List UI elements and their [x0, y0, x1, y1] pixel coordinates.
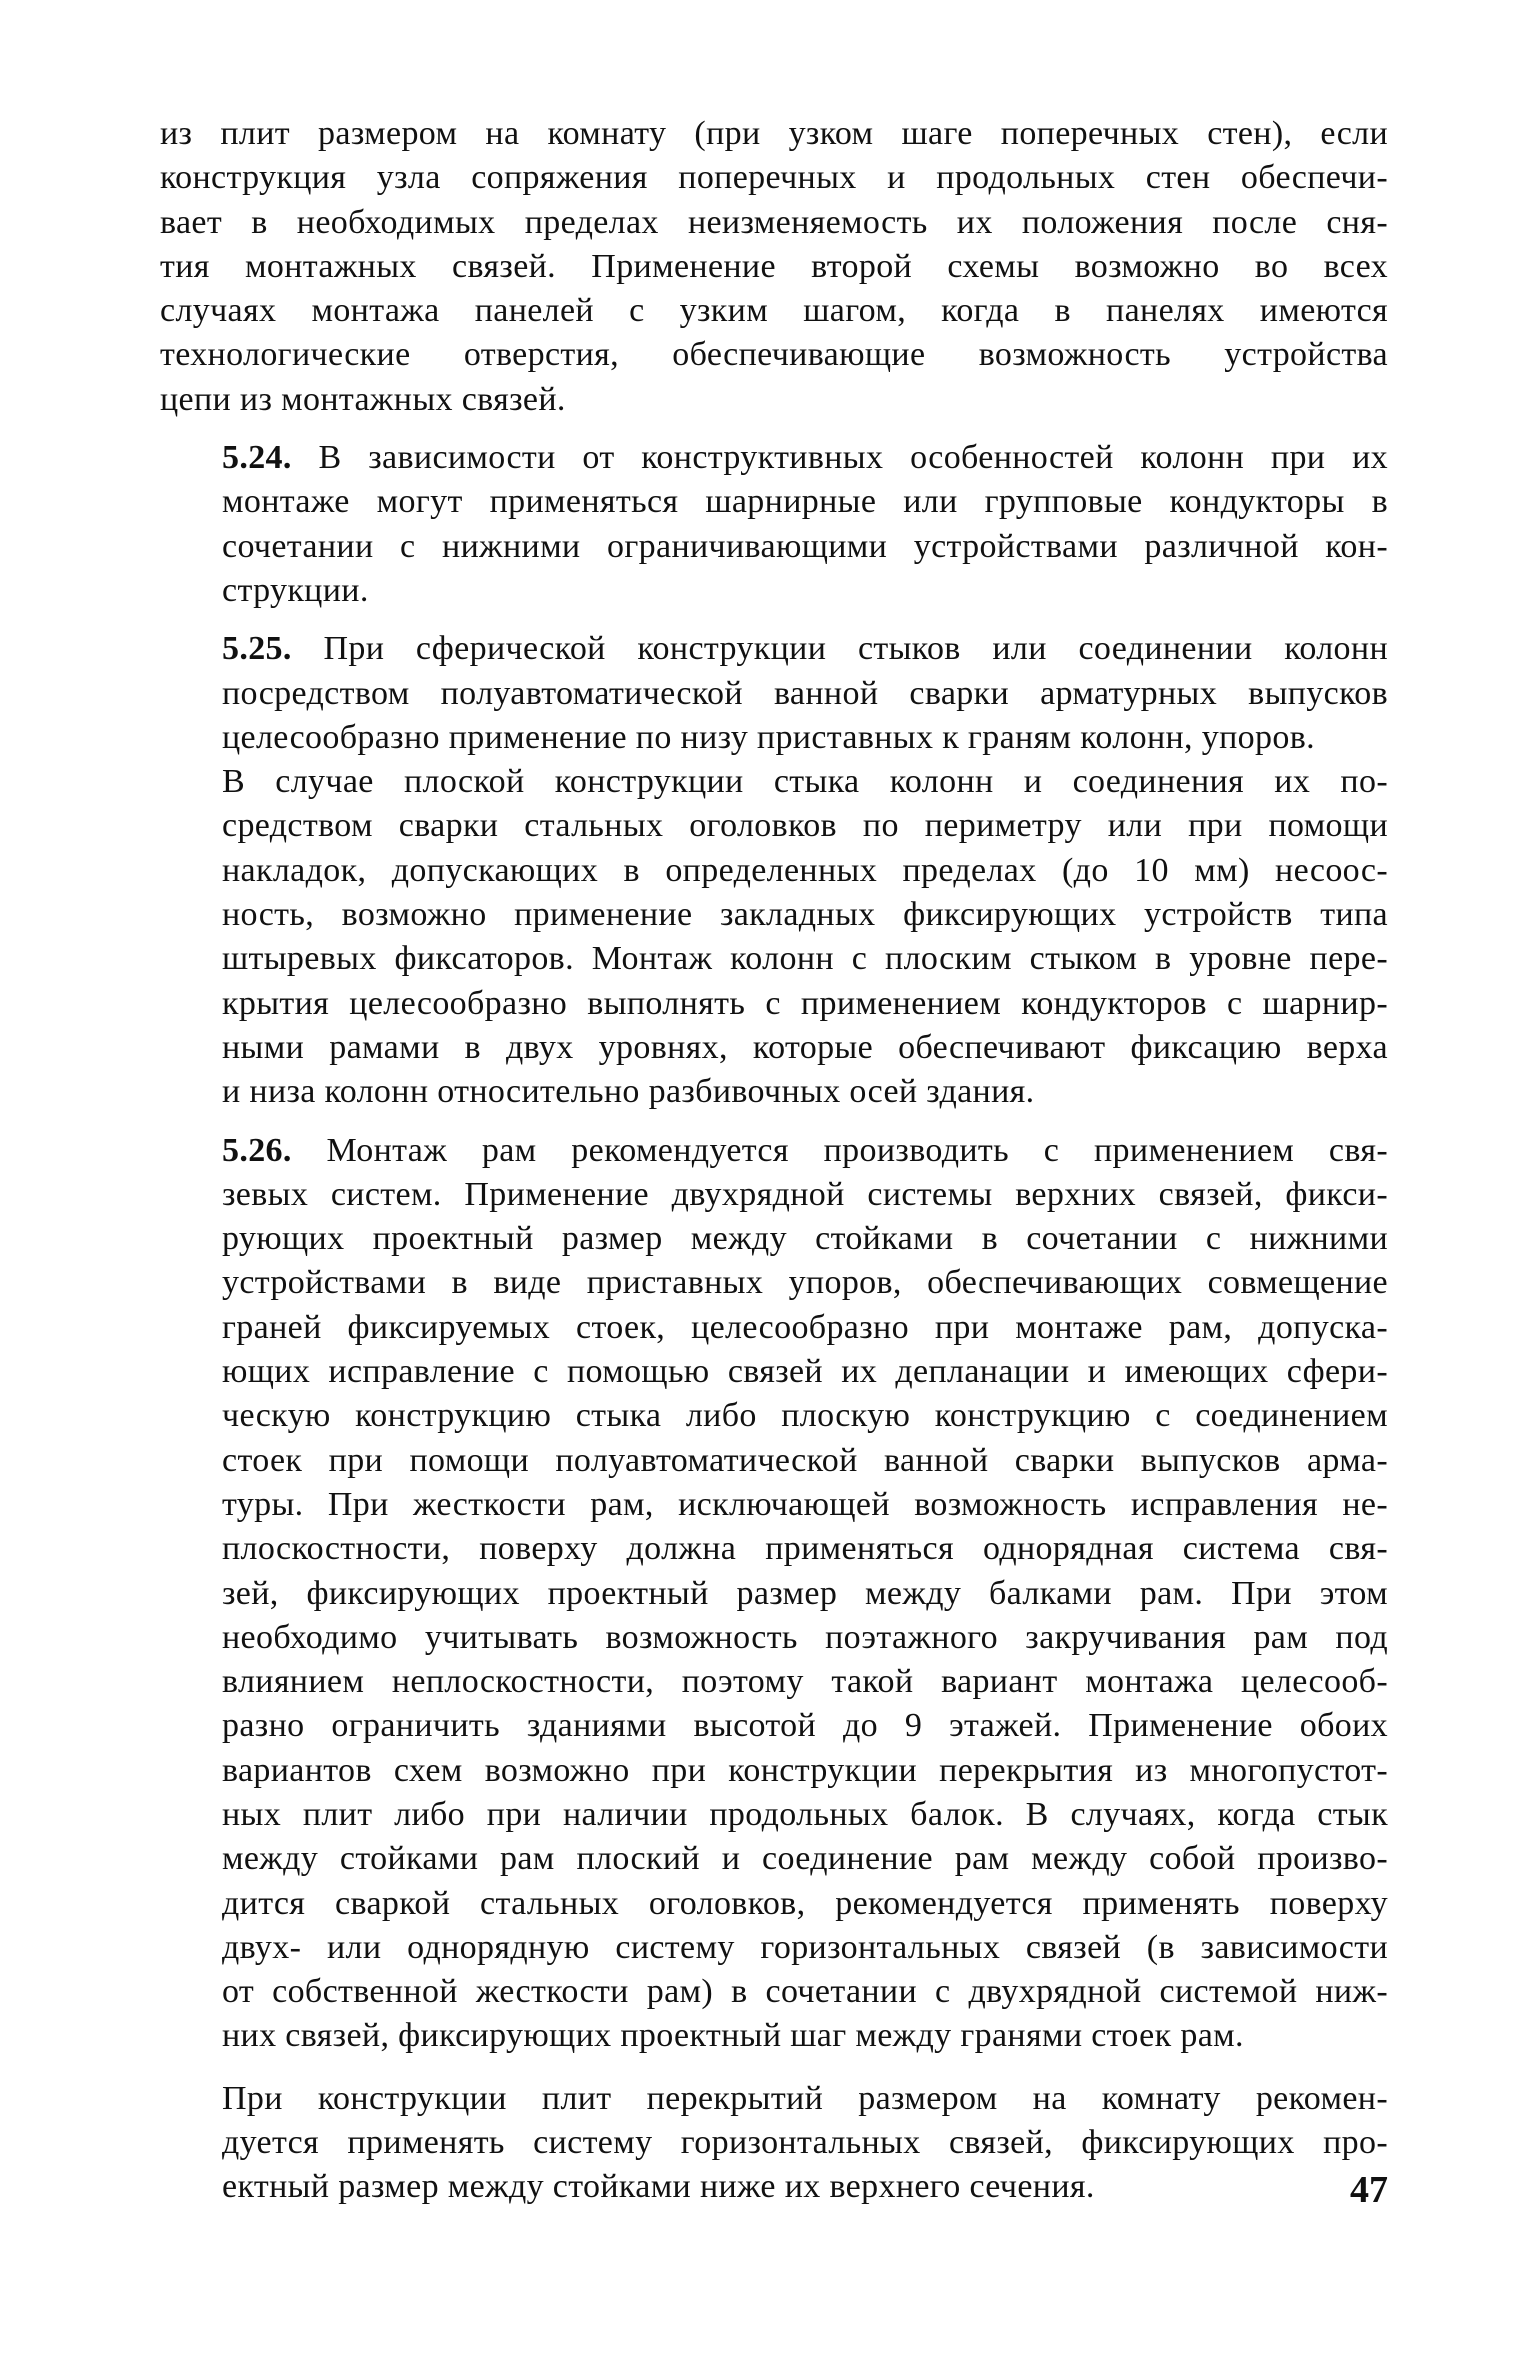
text-line: плоскостности, поверху должна применяться однорядная система свя- [222, 1530, 1388, 1568]
text-line: средством сварки стальных оголовков по периметру или при помощи [222, 807, 1388, 845]
text-line: При сферической конструкции стыков или соединении колонн [291, 630, 1388, 668]
text-line: и низа колонн относительно разбивочных осей здания. [222, 1073, 1035, 1111]
text-line: посредством полуавтоматической ванной сварки арматурных выпусков [222, 674, 1388, 712]
text-line: монтаже могут применяться шарнирные или групповые кондукторы в [222, 483, 1388, 521]
text-line: туры. При жесткости рам, исключающей возможность исправления не- [222, 1485, 1388, 1523]
text-line-numbered [160, 627, 1388, 671]
text-line: Монтаж рам рекомендуется производить с применением свя- [291, 1131, 1388, 1169]
text-line: ными рамами в двух уровнях, которые обеспечивают фиксацию верха [222, 1028, 1388, 1066]
text-line: ектный размер между стойками ниже их верхнего сечения. [222, 2168, 1095, 2206]
text-line: ность, возможно применение закладных фиксирующих устройств типа [222, 896, 1388, 934]
text-line: При конструкции плит перекрытий размером на комнату рекомен- [222, 2079, 1388, 2117]
text-line: крытия целесообразно выполнять с применением кондукторов с шарнир- [222, 984, 1388, 1022]
paragraph-5-25 [160, 627, 1388, 760]
paragraph-flat-joint [160, 760, 1388, 1114]
text-line: накладок, допускающих в определенных пределах (до 10 мм) несоос- [222, 851, 1388, 889]
text-line: технологические отверстия, обеспечивающие возможность устройства [160, 336, 1388, 374]
text-line-numbered [160, 436, 1388, 480]
text-line: тия монтажных связей. Применение второй схемы возможно во всех [160, 247, 1388, 285]
page-number: 47 [1350, 2169, 1388, 2211]
text-line: влиянием неплоскостности, поэтому такой вариант монтажа целесооб- [222, 1663, 1388, 1701]
text-line: сочетании с нижними ограничивающими устройствами различной кон- [222, 527, 1388, 565]
text-line: граней фиксируемых стоек, целесообразно при монтаже рам, допуска- [222, 1308, 1388, 1346]
section-number: 5.24. [222, 439, 292, 477]
body-text [160, 112, 1388, 2210]
text-line: дится сваркой стальных оголовков, рекомендуется применять поверху [222, 1884, 1388, 1922]
paragraph-continuation [160, 112, 1388, 422]
text-line: целесообразно применение по низу приставных к граням колонн, упоров. [222, 718, 1315, 756]
paragraph-5-26 [160, 1129, 1388, 2059]
text-line: вает в необходимых пределах неизменяемость их положения после сня- [160, 203, 1388, 241]
paragraph-slab-construction [160, 2077, 1388, 2210]
paragraph-5-24 [160, 436, 1388, 613]
text-line: двух- или однорядную систему горизонтальных связей (в зависимости [222, 1928, 1388, 1966]
text-line: случаях монтажа панелей с узким шагом, когда в панелях имеются [160, 292, 1388, 330]
text-line: стоек при помощи полуавтоматической ванной сварки выпусков арма- [222, 1441, 1388, 1479]
text-line: ющих исправление с помощью связей их депланации и имеющих сфери- [222, 1353, 1388, 1391]
text-line: В зависимости от конструктивных особенностей колонн при их [291, 439, 1388, 477]
text-line: между стойками рам плоский и соединение рам между собой произво- [222, 1840, 1388, 1878]
text-line: необходимо учитывать возможность поэтажного закручивания рам под [222, 1618, 1388, 1656]
text-line: зевых систем. Применение двухрядной системы верхних связей, фикси- [222, 1175, 1388, 1213]
text-line: струкции. [222, 571, 369, 609]
text-line: из плит размером на комнату (при узком шаге поперечных стен), если [160, 115, 1388, 152]
text-line: ных плит либо при наличии продольных балок. В случаях, когда стык [222, 1795, 1388, 1833]
text-line: цепи из монтажных связей. [160, 380, 566, 418]
text-line: В случае плоской конструкции стыка колонн и соединения их по- [222, 763, 1388, 801]
text-line: конструкция узла сопряжения поперечных и продольных стен обеспечи- [160, 159, 1388, 197]
text-line: устройствами в виде приставных упоров, обеспечивающих совмещение [222, 1264, 1388, 1302]
text-line: рующих проектный размер между стойками в сочетании с нижними [222, 1220, 1388, 1258]
text-line: штыревых фиксаторов. Монтаж колонн с плоским стыком в уровне пере- [222, 940, 1388, 978]
text-line: от собственной жесткости рам) в сочетании с двухрядной системой ниж- [222, 1973, 1388, 2011]
text-line: дуется применять систему горизонтальных связей, фиксирующих про- [222, 2124, 1388, 2162]
text-line: зей, фиксирующих проектный размер между балками рам. При этом [222, 1574, 1388, 1612]
text-line: вариантов схем возможно при конструкции перекрытия из многопустот- [222, 1751, 1388, 1789]
section-number: 5.25. [222, 630, 292, 668]
text-line: ческую конструкцию стыка либо плоскую конструкцию с соединением [222, 1397, 1388, 1435]
text-line: них связей, фиксирующих проектный шаг между гранями стоек рам. [222, 2017, 1244, 2055]
section-number: 5.26. [222, 1131, 292, 1169]
text-line-numbered [160, 1129, 1388, 1173]
text-line: разно ограничить зданиями высотой до 9 этажей. Применение обоих [222, 1707, 1388, 1745]
